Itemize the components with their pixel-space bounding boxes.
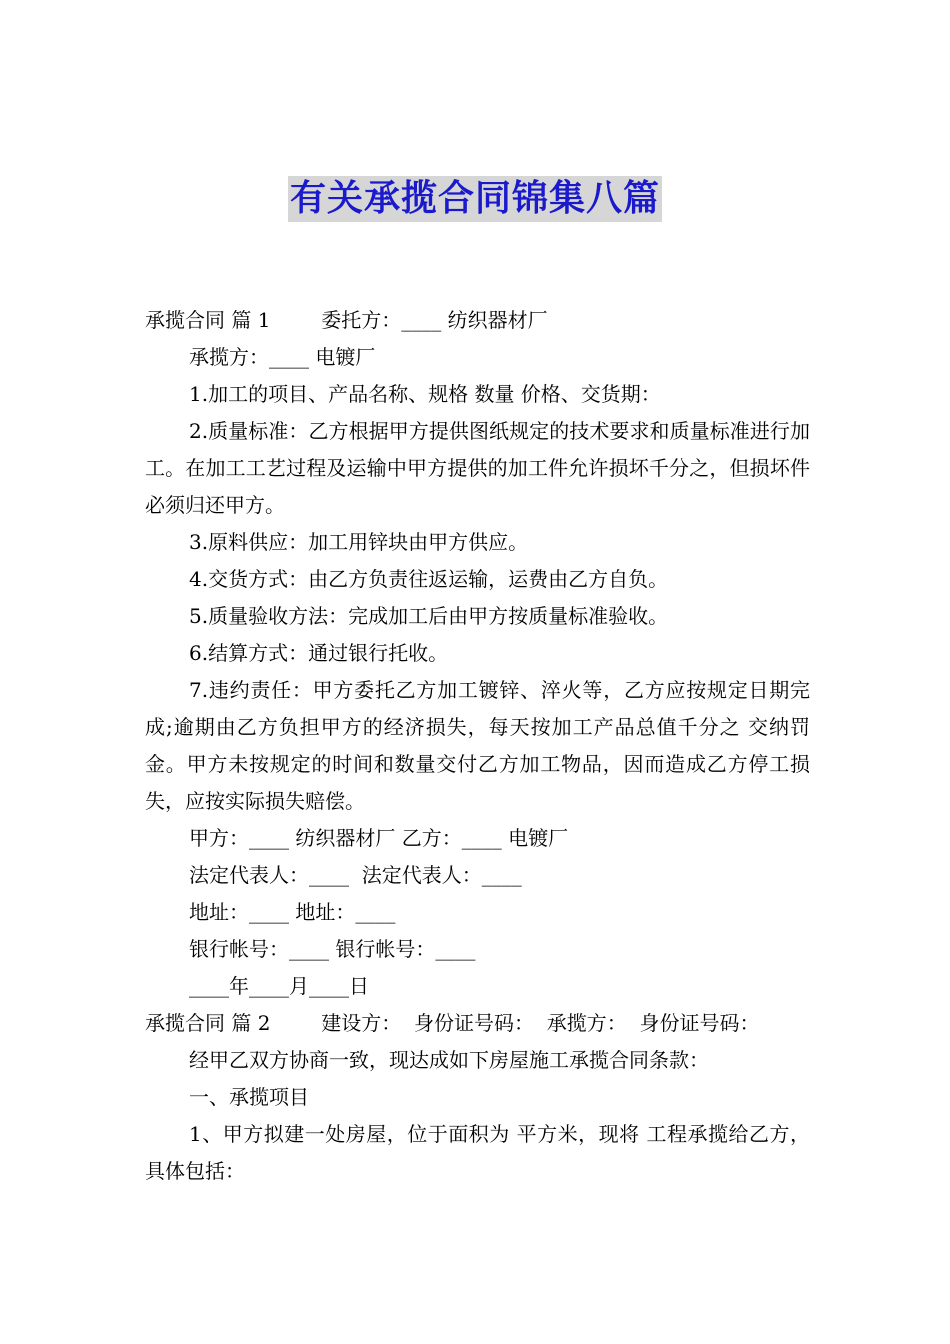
contract-2-item-1: 1、甲方拟建一处房屋，位于面积为 平方米，现将 工程承揽给乙方，具体包括： [145,1122,810,1183]
contract-1-item-6: 6.结算方式：通过银行托收。 [189,641,449,665]
contract-1-item-7: 7.违约责任：甲方委托乙方加工镀锌、淬火等，乙方应按规定日期完成;逾期由乙方负担甲方的经济损失，每天按加工产品总值千分之 交纳罚金。甲方未按规定的时间和数量交付乙方加工物品，因而造成乙方停工损失，应按实际损失赔偿。 [145,678,810,813]
contract-1-sign-bank: 银行帐号：____ 银行帐号：____ [189,937,476,961]
title-container [0,176,950,222]
contract-2-intro: 经甲乙双方协商一致，现达成如下房屋施工承揽合同条款： [189,1048,709,1072]
contract-1-header: 承揽合同 篇 1 委托方：____ 纺织器材厂 [145,308,548,332]
contract-1-item-2: 2.质量标准：乙方根据甲方提供图纸规定的技术要求和质量标准进行加工。在加工工艺过程及运输中甲方提供的加工件允许损坏千分之，但损坏件必须归还甲方。 [145,419,810,517]
contract-1-item-3: 3.原料供应：加工用锌块由甲方供应。 [189,530,529,554]
document-title: 有关承揽合同锦集八篇 [288,176,662,222]
contract-1-sign-parties: 甲方：____ 纺织器材厂 乙方：____ 电镀厂 [189,826,569,850]
contract-1-item-1: 1.加工的项目、产品名称、规格 数量 价格、交货期： [189,382,661,406]
contract-1-item-5: 5.质量验收方法：完成加工后由甲方按质量标准验收。 [189,604,669,628]
contract-2-section-1: 一、承揽项目 [189,1085,309,1109]
document-body [145,302,810,1190]
contract-2-header: 承揽合同 篇 2 建设方： 身份证号码： 承揽方： 身份证号码： [145,1011,760,1035]
contract-1-sign-date: ____年____月____日 [189,974,369,998]
contract-1-item-4: 4.交货方式：由乙方负责往返运输，运费由乙方自负。 [189,567,669,591]
contract-1-contractor: 承揽方：____ 电镀厂 [189,345,376,369]
contract-1-sign-reps: 法定代表人：____ 法定代表人：____ [189,863,522,887]
contract-1-sign-address: 地址：____ 地址：____ [189,900,396,924]
